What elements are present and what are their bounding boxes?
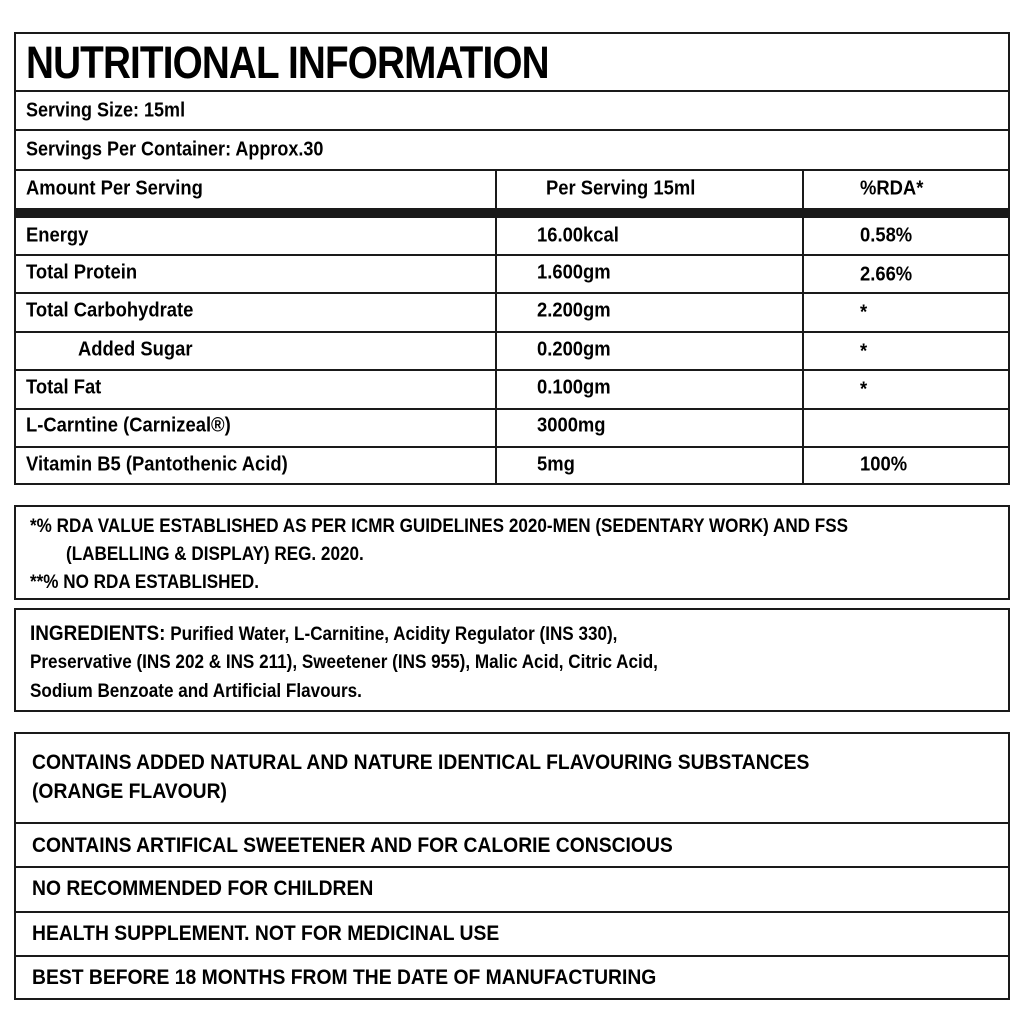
nutrient-rda: 100%: [860, 453, 908, 476]
ingredients-line: Sodium Benzoate and Artificial Flavours.: [30, 681, 362, 702]
title-row: [16, 34, 1008, 92]
nutrient-rda: 2.66%: [860, 263, 913, 286]
ingredients-box: [14, 608, 1010, 712]
nutrient-rda: *: [860, 301, 868, 324]
statement-divider: [16, 866, 1008, 868]
flavour-statement: (ORANGE FLAVOUR): [32, 780, 227, 803]
nutrient-name-indented: Added Sugar: [78, 338, 193, 361]
nutrient-rda: *: [860, 340, 868, 363]
nutrient-amount: 5mg: [537, 453, 575, 476]
row-divider: [16, 331, 1008, 333]
nutrient-amount: 2.200gm: [537, 299, 611, 322]
ingredients-text: Purified Water, L-Carnitine, Acidity Regulator (INS 330),: [165, 624, 618, 645]
nutrient-amount: 16.00kcal: [537, 224, 619, 247]
no-rda-note: **% NO RDA ESTABLISHED.: [30, 572, 259, 593]
row-divider: [16, 446, 1008, 448]
statement-divider: [16, 955, 1008, 957]
ingredients-label: INGREDIENTS:: [30, 622, 166, 645]
row-divider: [16, 408, 1008, 410]
best-before-statement: BEST BEFORE 18 MONTHS FROM THE DATE OF MANUFACTURING: [32, 966, 657, 989]
rda-note-line: (LABELLING & DISPLAY) REG. 2020.: [66, 544, 364, 565]
serving-size-row: [16, 92, 1008, 131]
nutrient-rda: 0.58%: [860, 224, 913, 247]
sweetener-statement: CONTAINS ARTIFICAL SWEETENER AND FOR CALORIE CONSCIOUS: [32, 834, 673, 857]
nutrient-amount: 0.100gm: [537, 376, 611, 399]
nutrient-name: Total Fat: [26, 376, 102, 399]
statement-divider: [16, 911, 1008, 913]
row-divider: [16, 292, 1008, 294]
statement-divider: [16, 822, 1008, 824]
nutrient-name: Energy: [26, 224, 89, 247]
rda-note-line: *% RDA VALUE ESTABLISHED AS PER ICMR GUIDELINES 2020-MEN (SEDENTARY WORK) AND FSS: [30, 516, 849, 537]
servings-per-container: Servings Per Container: Approx.30: [26, 138, 324, 161]
nutrient-name: Total Protein: [26, 261, 138, 284]
rda-notes-box: [14, 505, 1010, 600]
header-rda: %RDA*: [860, 177, 924, 200]
row-divider: [16, 369, 1008, 371]
statements-box: [14, 732, 1010, 1000]
thick-rule: [16, 208, 1008, 218]
header-per-serving: Per Serving 15ml: [546, 177, 696, 200]
supplement-statement: HEALTH SUPPLEMENT. NOT FOR MEDICINAL USE: [32, 922, 500, 945]
nutrient-amount: 0.200gm: [537, 338, 611, 361]
nutrient-amount: 1.600gm: [537, 261, 611, 284]
servings-per-container-row: [16, 131, 1008, 171]
children-statement: NO RECOMMENDED FOR CHILDREN: [32, 877, 374, 900]
serving-size: Serving Size: 15ml: [26, 99, 186, 122]
ingredients-line: Preservative (INS 202 & INS 211), Sweetener (INS 955), Malic Acid, Citric Acid,: [30, 652, 658, 673]
flavour-statement: CONTAINS ADDED NATURAL AND NATURE IDENTICAL FLAVOURING SUBSTANCES: [32, 751, 810, 774]
row-divider: [16, 254, 1008, 256]
ingredients-line: [30, 622, 617, 646]
nutrition-table: [14, 32, 1010, 485]
panel-title: NUTRITIONAL INFORMATION: [26, 37, 549, 88]
nutrient-name: Vitamin B5 (Pantothenic Acid): [26, 453, 288, 476]
nutrient-rda: *: [860, 378, 868, 401]
header-amount: Amount Per Serving: [26, 177, 203, 200]
nutrient-name: L-Carntine (Carnizeal®): [26, 414, 231, 437]
nutrient-name: Total Carbohydrate: [26, 299, 194, 322]
nutrient-amount: 3000mg: [537, 414, 606, 437]
